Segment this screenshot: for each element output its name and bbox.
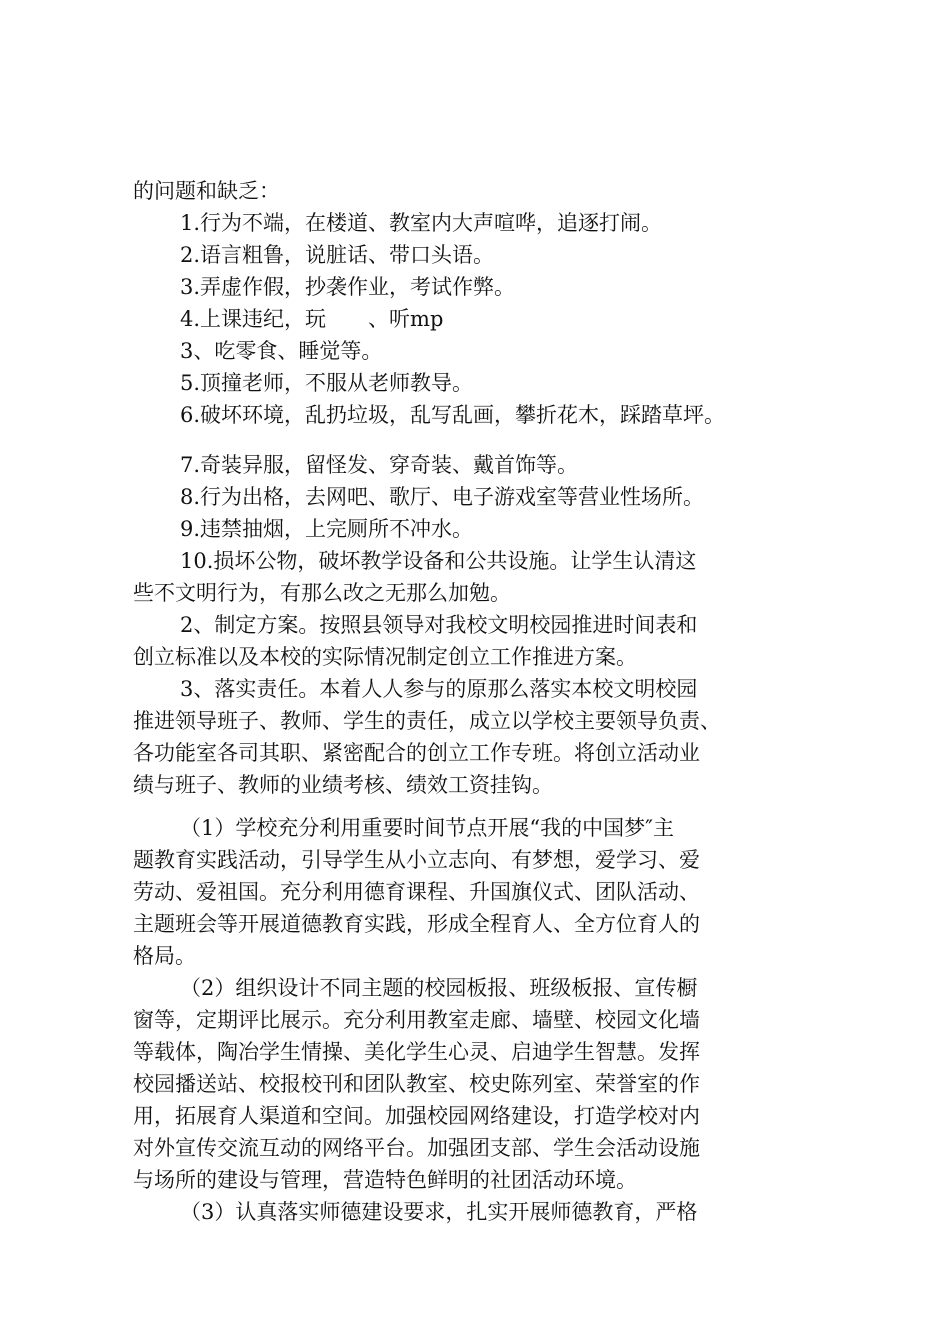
text-line: 3、落实责任。本着人人参与的原那么落实本校文明校园 <box>180 677 698 701</box>
text-line: 主题班会等开展道德教育实践，形成全程育人、全方位育人的 <box>133 912 700 936</box>
list-item: 2.语言粗鲁，说脏话、带口头语。 <box>180 243 495 267</box>
text-line: 校园播送站、校报校刊和团队教室、校史陈列室、荣誉室的作 <box>133 1072 700 1096</box>
text-line: 等载体，陶冶学生情操、美化学生心灵、启迪学生智慧。发挥 <box>133 1040 700 1064</box>
text-line: 推进领导班子、教师、学生的责任，成立以学校主要领导负责、 <box>133 709 721 733</box>
list-item: 5.顶撞老师，不服从老师教导。 <box>180 371 474 395</box>
list-item: 9.违禁抽烟，上完厕所不冲水。 <box>180 517 474 541</box>
list-item: 8.行为出格，去网吧、歌厅、电子游戏室等营业性场所。 <box>180 485 705 509</box>
text-line: 创立标准以及本校的实际情况制定创立工作推进方案。 <box>133 645 637 669</box>
text-line: 各功能室各司其职、紧密配合的创立工作专班。将创立活动业 <box>133 741 700 765</box>
text-line: 格局。 <box>133 944 196 968</box>
text-line: 2、制定方案。按照县领导对我校文明校园推进时间表和 <box>180 613 698 637</box>
text-line: 题教育实践活动，引导学生从小立志向、有梦想，爱学习、爱 <box>133 848 700 872</box>
text-line: （3）认真落实师德建设要求，扎实开展师德教育，严格 <box>180 1200 698 1224</box>
list-item: 10.损坏公物，破坏教学设备和公共设施。让学生认清这 <box>180 549 697 573</box>
text-line: 些不文明行为，有那么改之无那么加勉。 <box>133 581 511 605</box>
text-line: （2）组织设计不同主题的校园板报、班级板报、宣传橱 <box>180 976 698 1000</box>
text-line: 劳动、爱祖国。充分利用德育课程、升国旗仪式、团队活动、 <box>133 880 700 904</box>
list-item: 3.弄虚作假，抄袭作业，考试作弊。 <box>180 275 516 299</box>
text-line: 绩与班子、教师的业绩考核、绩效工资挂钩。 <box>133 773 553 797</box>
text-line: 对外宣传交流互动的网络平台。加强团支部、学生会活动设施 <box>133 1136 700 1160</box>
list-item: 7.奇装异服，留怪发、穿奇装、戴首饰等。 <box>180 453 579 477</box>
list-item: 1.行为不端，在楼道、教室内大声喧哗，追逐打闹。 <box>180 211 663 235</box>
text-line: 与场所的建设与管理，营造特色鲜明的社团活动环境。 <box>133 1168 637 1192</box>
list-item: 6.破坏环境，乱扔垃圾，乱写乱画，攀折花木，踩踏草坪。 <box>180 403 726 427</box>
text-line: 窗等，定期评比展示。充分利用教室走廊、墙壁、校园文化墙 <box>133 1008 700 1032</box>
text-line: 用，拓展育人渠道和空间。加强校园网络建设，打造学校对内 <box>133 1104 700 1128</box>
text-line: 的问题和缺乏： <box>133 179 280 203</box>
text-line: （1）学校充分利用重要时间节点开展“我的中国梦″主 <box>180 816 674 840</box>
list-item: 4.上课违纪，玩 、听mp <box>180 307 444 331</box>
list-item: 3、吃零食、睡觉等。 <box>180 339 383 363</box>
